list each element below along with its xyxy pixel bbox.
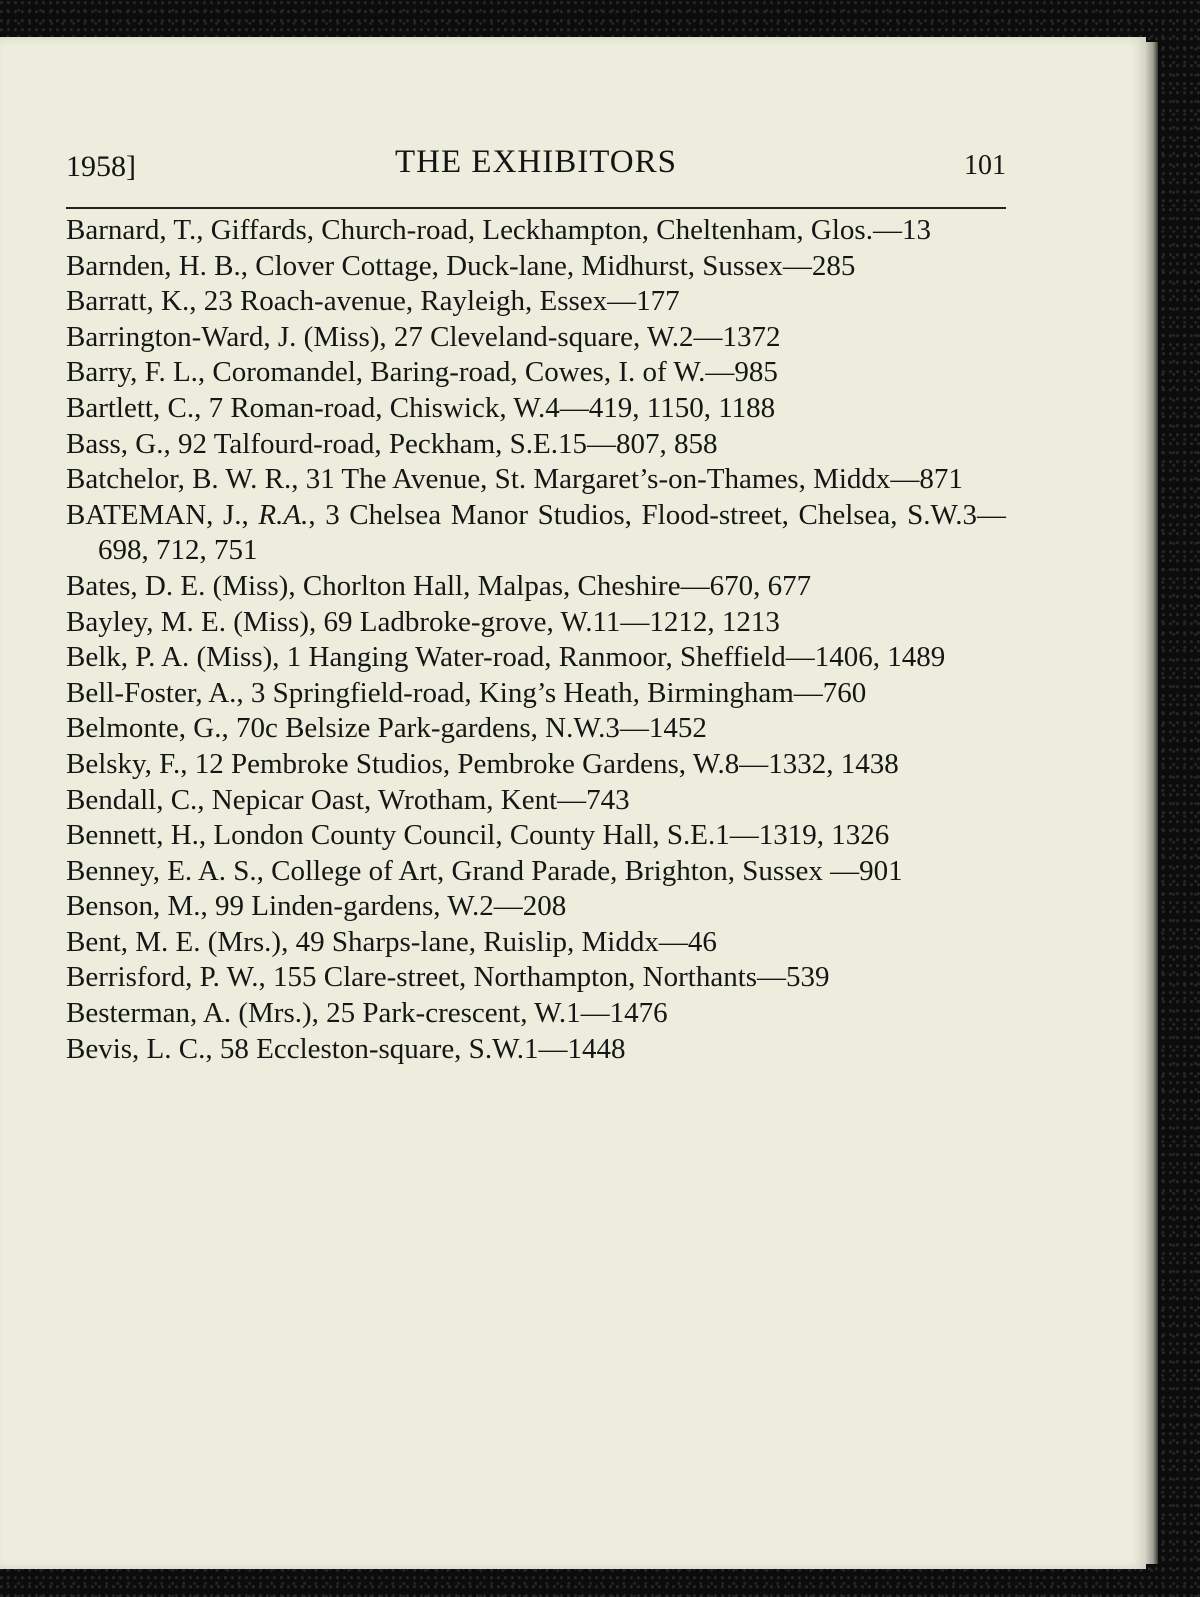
exhibitor-entry: Belsky, F., 12 Pembroke Studios, Pembroke Gardens, W.8—1332, 1438 [66,747,899,780]
exhibitor-entry: Besterman, A. (Mrs.), 25 Park-crescent, W.1—1476 [66,997,668,1030]
exhibitor-entry: Barrington-Ward, J. (Miss), 27 Cleveland-square, W.2—1372 [66,320,781,353]
running-head-title: THE EXHIBITORS [395,144,677,180]
entry-address: , 3 Chelsea Manor Studios, Flood-street, Chelsea, S.W.3—698, 712, 751 [98,498,1006,567]
header-rule [66,207,1006,209]
entry-honour: R.A. [258,498,309,531]
exhibitor-list [66,213,1006,1067]
exhibitor-entry: Bendall, C., Nepicar Oast, Wrotham, Kent—743 [66,783,630,816]
page-number: 101 [964,150,1006,181]
exhibitor-entry: Barnard, T., Giffards, Church-road, Leckhampton, Cheltenham, Glos.—13 [66,214,931,246]
exhibitor-entry: Benson, M., 99 Linden-gardens, W.2—208 [66,890,567,923]
exhibitor-entry: Batchelor, B. W. R., 31 The Avenue, St. Margaret’s-on-Thames, Middx—871 [66,463,963,496]
exhibitor-entry: Bartlett, C., 7 Roman-road, Chiswick, W.4—419, 1150, 1188 [66,391,776,424]
page-edge [1146,42,1158,1564]
exhibitor-entry: Bevis, L. C., 58 Eccleston-square, S.W.1—1448 [66,1032,626,1065]
exhibitor-entry: Barnden, H. B., Clover Cottage, Duck-lane, Midhurst, Sussex—285 [66,249,856,282]
exhibitor-entry: Benney, E. A. S., College of Art, Grand Parade, Brighton, Sussex —901 [66,854,903,887]
exhibitor-entry: Bass, G., 92 Talfourd-road, Peckham, S.E.15—807, 858 [66,427,718,460]
running-head [66,140,1006,188]
exhibitor-entry: Bell-Foster, A., 3 Springfield-road, King’s Heath, Birmingham—760 [66,676,867,709]
entry-name: BATEMAN, J., [66,498,259,531]
exhibitor-entry: Bennett, H., London County Council, County Hall, S.E.1—1319, 1326 [66,819,890,852]
exhibitor-entry: Barratt, K., 23 Roach-avenue, Rayleigh, Essex—177 [66,285,680,318]
exhibitor-entry [66,498,1006,569]
exhibitor-entry: Bates, D. E. (Miss), Chorlton Hall, Malpas, Cheshire—670, 677 [66,569,812,602]
running-head-year: 1958] [66,150,136,183]
exhibitor-entry: Belmonte, G., 70c Belsize Park-gardens, N.W.3—1452 [66,712,707,745]
exhibitor-entry: Belk, P. A. (Miss), 1 Hanging Water-road, Ranmoor, Sheffield—1406, 1489 [66,641,946,674]
exhibitor-entry: Barry, F. L., Coromandel, Baring-road, Cowes, I. of W.—985 [66,356,778,389]
exhibitor-entry: Bayley, M. E. (Miss), 69 Ladbroke-grove, W.11—1212, 1213 [66,605,780,638]
exhibitor-entry: Bent, M. E. (Mrs.), 49 Sharps-lane, Ruislip, Middx—46 [66,925,717,958]
exhibitor-entry: Berrisford, P. W., 155 Clare-street, Northampton, Northants—539 [66,961,830,994]
